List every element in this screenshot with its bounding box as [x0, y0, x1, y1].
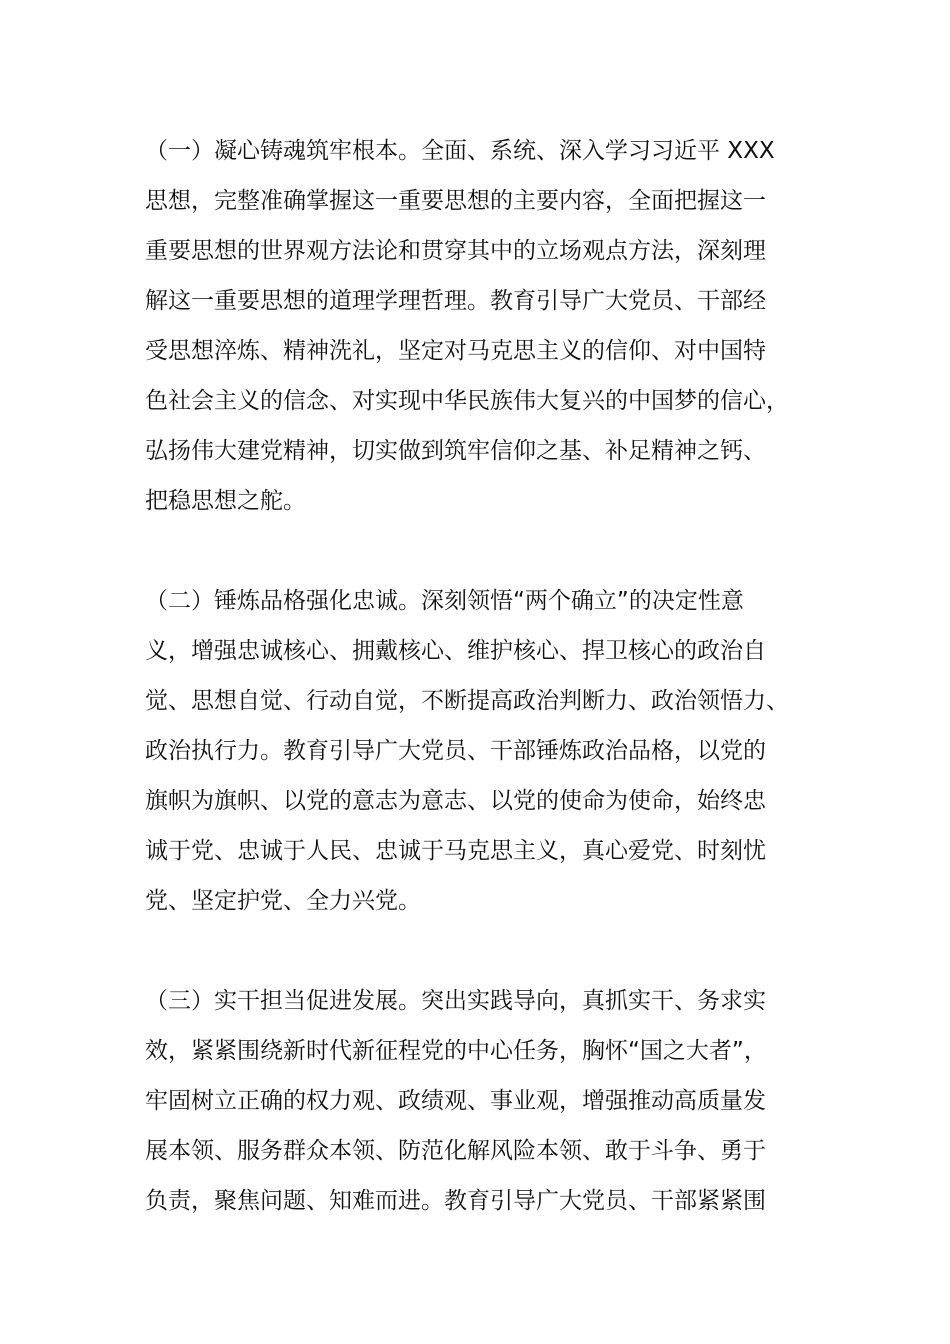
paragraph-line: 觉、思想自觉、行动自觉，不断提高政治判断力、政治领悟力、 — [145, 688, 789, 714]
paragraph-line: 弘扬伟大建党精神，切实做到筑牢信仰之基、补足精神之钙、 — [145, 438, 766, 464]
paragraph-line: 受思想淬炼、精神洗礼，坚定对马克思主义的信仰、对中国特 — [145, 338, 766, 364]
paragraph-line: 思想，完整准确掌握这一重要思想的主要内容，全面把握这一 — [145, 188, 766, 214]
paragraph-line: （一）凝心铸魂筑牢根本。全面、系统、深入学习习近平 XXX — [145, 138, 775, 164]
paragraph-line: 负责，聚焦问题、知难而进。教育引导广大党员、干部紧紧围 — [145, 1188, 766, 1214]
paragraph-line: 义，增强忠诚核心、拥戴核心、维护核心、捍卫核心的政治自 — [145, 638, 766, 664]
paragraph-line: 把稳思想之舵。 — [145, 488, 306, 514]
paragraph-line: 牢固树立正确的权力观、政绩观、事业观，增强推动高质量发 — [145, 1088, 766, 1114]
paragraph-line: 党、坚定护党、全力兴党。 — [145, 888, 421, 914]
paragraph-2 — [145, 576, 825, 926]
paragraph-line: 旗帜为旗帜、以党的意志为意志、以党的使命为使命，始终忠 — [145, 788, 766, 814]
paragraph-line: （二）锤炼品格强化忠诚。深刻领悟“两个确立”的决定性意 — [145, 588, 744, 614]
paragraph-line: 解这一重要思想的道理学理哲理。教育引导广大党员、干部经 — [145, 288, 766, 314]
paragraph-line: 诚于党、忠诚于人民、忠诚于马克思主义，真心爱党、时刻忧 — [145, 838, 766, 864]
paragraph-1 — [145, 126, 825, 526]
paragraph-line: 效，紧紧围绕新时代新征程党的中心任务，胸怀“国之大者”， — [145, 1038, 767, 1064]
paragraph-3 — [145, 976, 825, 1226]
paragraph-line: 政治执行力。教育引导广大党员、干部锤炼政治品格，以党的 — [145, 738, 766, 764]
paragraph-line: （三）实干担当促进发展。突出实践导向，真抓实干、务求实 — [145, 988, 766, 1014]
paragraph-line: 色社会主义的信念、对实现中华民族伟大复兴的中国梦的信心， — [145, 388, 789, 414]
paragraph-line: 重要思想的世界观方法论和贯穿其中的立场观点方法，深刻理 — [145, 238, 766, 264]
document-body — [145, 126, 825, 1226]
paragraph-line: 展本领、服务群众本领、防范化解风险本领、敢于斗争、勇于 — [145, 1138, 766, 1164]
